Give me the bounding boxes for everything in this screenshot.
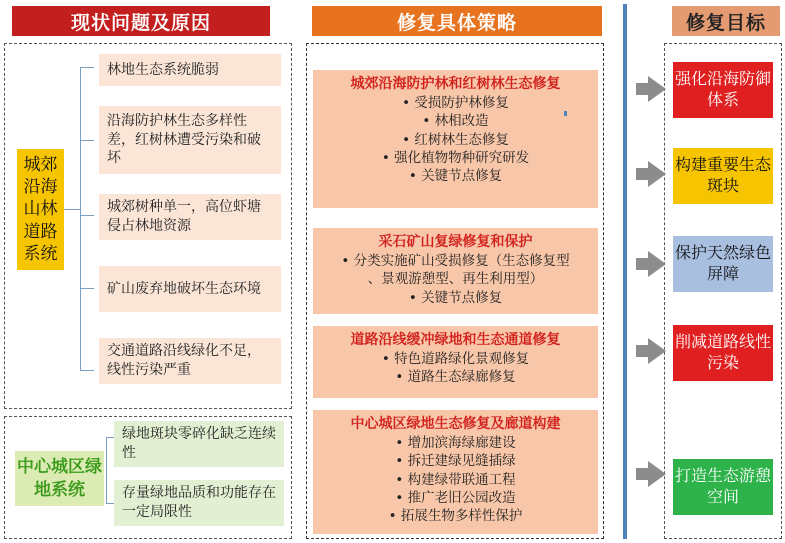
column-divider (623, 4, 627, 539)
brace-tick (80, 288, 94, 289)
goal-text: 保护天然绿色屏障 (674, 243, 771, 283)
brace-tick (80, 370, 94, 371)
problem-item (114, 480, 284, 526)
goal-road-pollution (673, 325, 773, 381)
strategy-block (313, 228, 598, 314)
strategy-item: • 特色道路绿化景观修复 (381, 351, 530, 368)
strategy-item: • 增加滨海绿廊建设 (395, 435, 516, 452)
goal-text: 打造生态游憩空间 (674, 466, 771, 506)
strategy-block (313, 326, 598, 398)
strategy-block (313, 70, 598, 208)
goal-green-barrier (673, 236, 773, 292)
brace-tick (80, 215, 94, 216)
strategy-item: • 强化植物物种研究研发 (381, 150, 530, 167)
problem-text: 存量绿地品质和功能存在一定局限性 (122, 485, 276, 520)
header-problems: 现状问题及原因 (12, 6, 270, 36)
right-arrow-icon (648, 76, 666, 102)
problem-text: 城郊树种单一，高位虾塘侵占林地资源 (107, 199, 261, 234)
problem-item (99, 106, 281, 174)
problem-item (99, 194, 281, 240)
stray-mark (564, 111, 567, 116)
strategy-item: • 关键节点修复 (408, 289, 503, 306)
goal-text: 削减道路线性污染 (674, 332, 771, 372)
goal-recreation-space (673, 459, 773, 515)
strategy-item: • 推广老旧公园改造 (395, 490, 516, 507)
strategy-title: 中心城区绿地生态修复及廊道构建 (350, 416, 561, 432)
right-arrow-icon (648, 338, 666, 364)
strategy-item: • 关键节点修复 (408, 168, 503, 185)
right-arrow-icon (648, 251, 666, 277)
problem-text: 矿山废弃地破坏生态环境 (107, 280, 261, 297)
problem-text: 绿地斑块零碎化缺乏连续性 (122, 426, 276, 461)
strategy-title: 道路沿线缓冲绿地和生态通道修复 (350, 332, 561, 348)
problem-item (99, 54, 281, 86)
goal-ecological-patches (673, 148, 773, 204)
problem-text: 交通道路沿线绿化不足，线性污染严重 (107, 343, 261, 378)
brace-suburban (80, 67, 81, 370)
brace-tick (80, 67, 94, 68)
brace-connector (64, 209, 80, 210)
goal-coastal-defense (673, 62, 773, 118)
problem-text: 沿海防护林生态多样性差，红树林遭受污染和破坏 (107, 112, 261, 167)
brace-tick (106, 437, 114, 438)
system-suburban-label: 城郊沿海山林道路系统 (17, 149, 64, 270)
goal-text: 强化沿海防御体系 (674, 69, 771, 109)
problem-item (99, 266, 281, 312)
strategy-item: • 拆迁建绿见缝插绿 (395, 453, 516, 470)
brace-urban (106, 437, 107, 503)
brace-tick (80, 140, 94, 141)
strategy-item: • 道路生态绿廊修复 (395, 369, 516, 386)
problem-item (99, 338, 281, 384)
strategy-item: • 构建绿带联通工程 (395, 471, 516, 488)
strategy-item: • 拓展生物多样性保护 (388, 508, 523, 525)
strategy-item: • 受损防护林修复 (402, 95, 509, 112)
brace-tick (106, 503, 114, 504)
right-arrow-icon (648, 161, 666, 187)
strategy-item: 、景观游憩型、再生利用型） (367, 271, 544, 288)
header-strategy: 修复具体策略 (312, 6, 602, 36)
right-arrow-icon (648, 461, 666, 487)
strategy-title: 城郊沿海防护林和红树林生态修复 (350, 76, 561, 92)
goal-text: 构建重要生态斑块 (674, 155, 771, 195)
strategy-block (313, 410, 598, 534)
strategy-title: 采石矿山复绿修复和保护 (378, 234, 533, 250)
strategy-item: • 红树林生态修复 (402, 131, 509, 148)
problem-text: 林地生态系统脆弱 (107, 61, 219, 78)
system-urban-label: 中心城区绿地系统 (15, 451, 104, 506)
strategy-item: • 分类实施矿山受损修复（生态修复型 (341, 253, 570, 270)
strategy-item: • 林相改造 (422, 113, 489, 130)
problem-item (114, 421, 284, 467)
header-goals: 修复目标 (672, 6, 780, 36)
